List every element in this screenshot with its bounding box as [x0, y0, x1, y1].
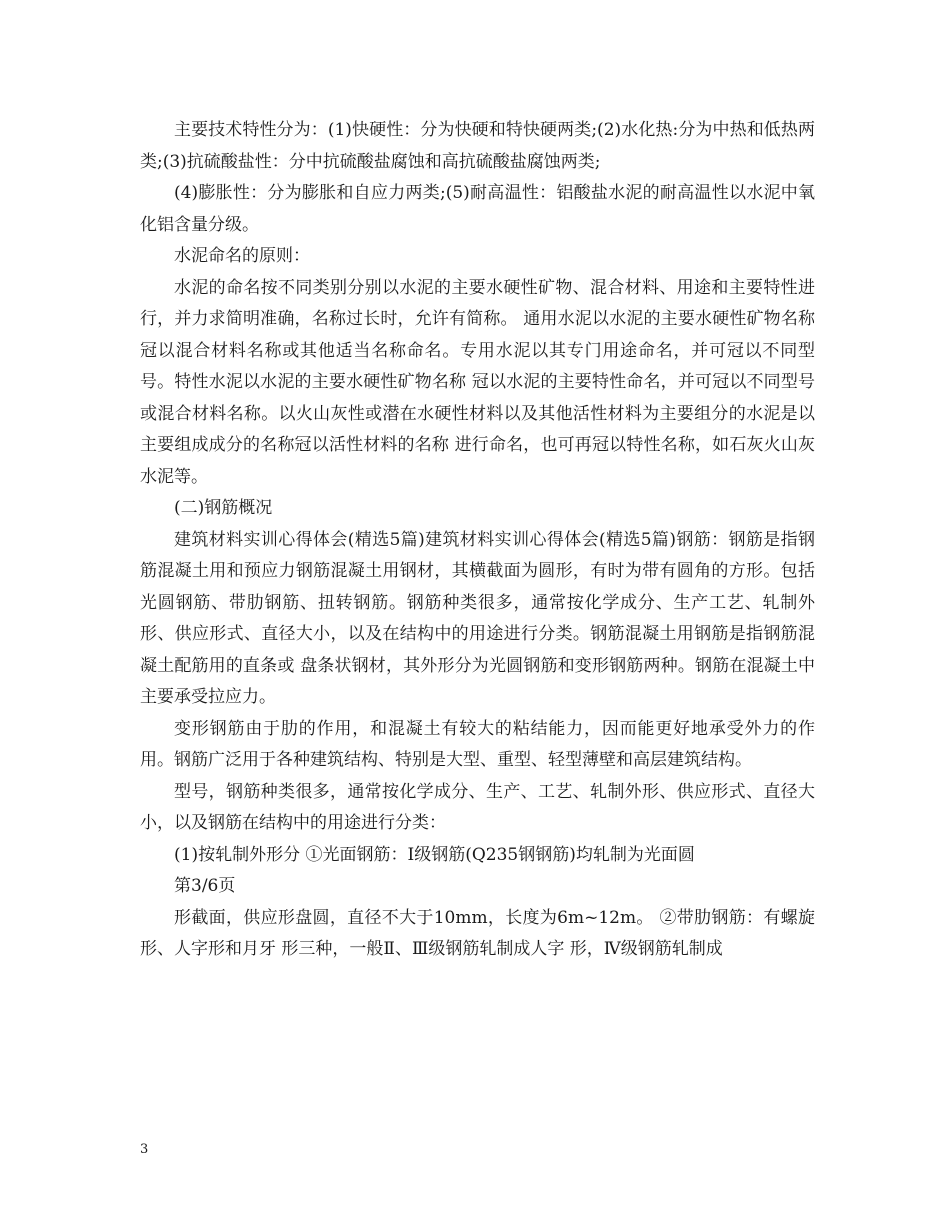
section-heading-rebar: (二)钢筋概况: [174, 498, 273, 518]
page-number: 3: [140, 1142, 149, 1157]
paragraph-rolled-shape: (1)按轧制外形分 ①光面钢筋：I级钢筋(Q235钢钢筋)均轧制为光面圆: [174, 844, 695, 865]
paragraph-rebar-types: 型号，钢筋种类很多，通常按化学成分、生产、工艺、轧制外形、供应形式、直径大小，以及钢筋在结构中的用途进行分类：: [140, 781, 815, 833]
paragraph-deformed-rebar: 变形钢筋由于肋的作用，和混凝土有较大的粘结能力，因而能更好地承受外力的作用。钢筋广泛用于各种建筑结构、特别是大型、重型、轻型薄壁和高层建筑结构。: [140, 718, 815, 770]
paragraph-tech-properties: 主要技术特性分为：(1)快硬性：分为快硬和特快硬两类;(2)水化热:分为中热和低热两类;(3)抗硫酸盐性：分中抗硫酸盐腐蚀和高抗硫酸盐腐蚀两类;: [140, 120, 815, 172]
paragraph-naming-heading: 水泥命名的原则：: [174, 246, 310, 266]
paragraph-naming-rules: 水泥的命名按不同类别分别以水泥的主要水硬性矿物、混合材料、用途和主要特性进行，并力求简明准确，名称过长时，允许有简称。 通用水泥以水泥的主要水硬性矿物名称冠以混合材料名称或其他适当名称命名。专用水泥以其专门用途命名，并可冠以不同型号。特性水泥以水泥的主要水硬性矿物名称 冠以水泥的主要特性命名，并可冠以不同型号或混合材料名称。以火山灰性或潜在水硬性材料以及其他活性材料为主要组分的水泥是以主要组成成分的名称冠以活性材料的名称 进行命名，也可再冠以特性名称，如石灰火山灰水泥等。: [140, 277, 815, 487]
paragraph-round-section: 形截面，供应形盘圆，直径不大于10mm，长度为6m~12m。 ②带肋钢筋：有螺旋形、人字形和月牙 形三种，一般Ⅱ、Ⅲ级钢筋轧制成人字 形，Ⅳ级钢筋轧制成: [140, 907, 815, 959]
paragraph-rebar-definition: 建筑材料实训心得体会(精选5篇)建筑材料实训心得体会(精选5篇)钢筋：钢筋是指钢筋混凝土用和预应力钢筋混凝土用钢材，其横截面为圆形，有时为带有圆角的方形。包括光圆钢筋、带肋钢筋、扭转钢筋。钢筋种类很多，通常按化学成分、生产工艺、轧制外形、供应形式、直径大小，以及在结构中的用途进行分类。钢筋混凝土用钢筋是指钢筋混凝土配筋用的直条或 盘条状钢材，其外形分为光圆钢筋和变形钢筋两种。钢筋在混凝土中主要承受拉应力。: [140, 529, 815, 707]
inline-page-marker: 第3/6页: [174, 876, 236, 896]
paragraph-expansion: (4)膨胀性：分为膨胀和自应力两类;(5)耐高温性：铝酸盐水泥的耐高温性以水泥中氧化铝含量分级。: [140, 183, 815, 235]
body-text: [140, 115, 815, 966]
